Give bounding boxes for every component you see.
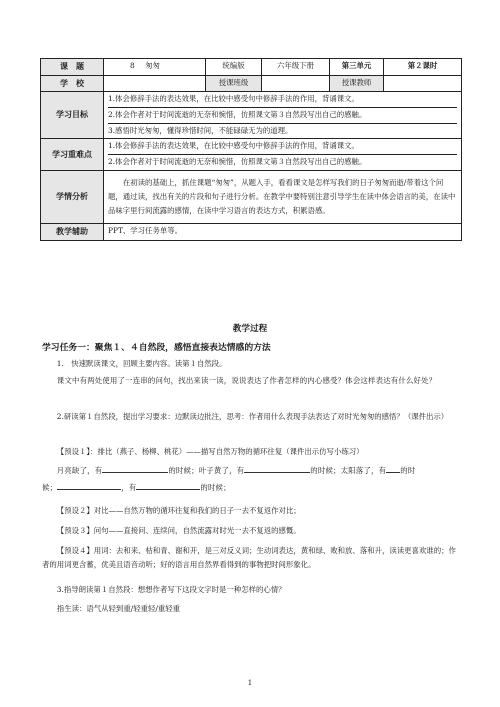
school-label: 学 校 [41,75,104,92]
goal-item: 1.体会修辞手法的表达效果，在比较中感受句中修辞手法的作用，背诵课文。 [108,94,359,104]
teacher-value [384,75,462,92]
lesson-info-table [40,58,462,241]
table-row [41,75,462,92]
fill-exercise [42,464,462,478]
lesson-title: 匆匆 [145,61,160,71]
key-points-label: 学习重难点 [41,139,104,170]
analysis-text: 在初读的基础上，抓住课题“匆匆”，从题入手，看看课文是怎样写我们的日子匆匆而逝/带着这个问题，通过读，找出有关的片段和句子进行分析。在教学中要特别注意引导学生在读中体会语言的美，在读中品味字里行间流露的感情，在读中学习语言的表达方式，积累语感。 [108,177,456,215]
table-row [41,92,462,139]
preset4: 【预设４】用词：去和来、枯和青、谢和开，是三对反义词；生动词表达，黄和绿、败和放、落和升，读读更喜欢谁的；作者的用词更含蓄，优美且语音动听；好的语言用自然界看得到的事物把时间形象化。 [42,546,456,570]
step1: 1. 快速默读课文，回顾主要内容。读第１自然段。 [56,359,227,368]
fill-exercise-line2 [42,481,462,495]
fill-blank[interactable] [244,464,310,473]
page-number: 1 [247,679,253,687]
fill-blank[interactable] [57,481,121,490]
fill-blank[interactable] [136,481,200,490]
preset2: 【预设２】对比——自然万物的循环往复和我们的日子一去不复返作对比； [56,506,301,515]
fill-text: 的时候；太阳落了，有 [310,466,387,475]
question-text: 课文中有两处使用了一连串的问句，找出来读一读，说说表达了作者怎样的内心感受？体会这样表达有什么好处？ [56,376,437,385]
teacher-label: 授课教师 [330,75,384,92]
lesson-number: 8 [130,61,135,71]
analysis-content [104,170,462,223]
fill-blank[interactable] [102,464,168,473]
table-row [41,170,462,223]
task1-title: 学习任务一：聚焦１、４自然段，感悟直接表达情感的方法 [42,343,271,353]
topic-label: 课 题 [41,59,104,76]
analysis-label: 学情分析 [41,170,104,223]
goals-content [104,92,462,139]
goal-item: 3.感悟时光匆匆，懂得珍惜时间，不能碌碌无为的道理。 [108,123,457,139]
grade: 六年级下册 [262,59,330,76]
key-points-content [104,139,462,170]
goals-label: 学习目标 [41,92,104,139]
fill-text: 月亮缺了，有 [56,466,103,475]
fill-text: ，有 [121,483,137,492]
fill-text: 的时候；叶子黄了，有 [168,466,245,475]
fill-text: 的时 [400,466,416,475]
fill-blank[interactable] [386,464,400,473]
fill-text: 候； [42,483,58,492]
table-row [41,59,462,76]
lesson-cell [104,59,206,76]
unit: 第三单元 [330,59,384,76]
process-title: 教学过程 [232,324,268,334]
aids-text: PPT、学习任务单等。 [104,224,462,241]
table-row [41,139,462,170]
class-label: 授课班级 [206,75,262,92]
goal-item: 2.体会作者对于时间流逝的无奈和惋惜，仿照课文第３自然段写出自己的感触。 [108,107,457,123]
aids-label: 教学辅助 [41,224,104,241]
preset3: 【预设３】问句——直接问、连续问，自然流露对时光一去不复返的感慨。 [56,526,301,535]
key-point-item: 1.体会修辞手法的表达效果，在比较中感受句中修辞手法的作用，背诵课文。 [108,141,359,151]
school-value [104,75,206,92]
period: 第２课时 [384,59,462,76]
edition: 统编版 [206,59,262,76]
key-point-item: 2.体会作者对于时间流逝的无奈和惋惜，仿照课文第３自然段写出自己的感触。 [108,154,457,170]
class-value [262,75,330,92]
preset1: 【预设１】：排比（燕子、杨柳、桃花）——描写自然万物的循环往复（课件出示仿写小练习） [56,447,364,456]
fill-text: 的时候； [200,483,231,492]
step2: 2.研读第１自然段，提出学习要求：边默读边批注，思考：作者用什么表现手法表达了对时光匆匆的感悟？（课件出示） [56,412,449,421]
step3: 3.指导朗读第１自然段：想想作者写下这段文字时是一种怎样的心情？ [56,585,286,594]
table-row [41,224,462,241]
guide-text: 指生读：语气从轻到重/轻重轻/重轻重 [56,604,181,613]
